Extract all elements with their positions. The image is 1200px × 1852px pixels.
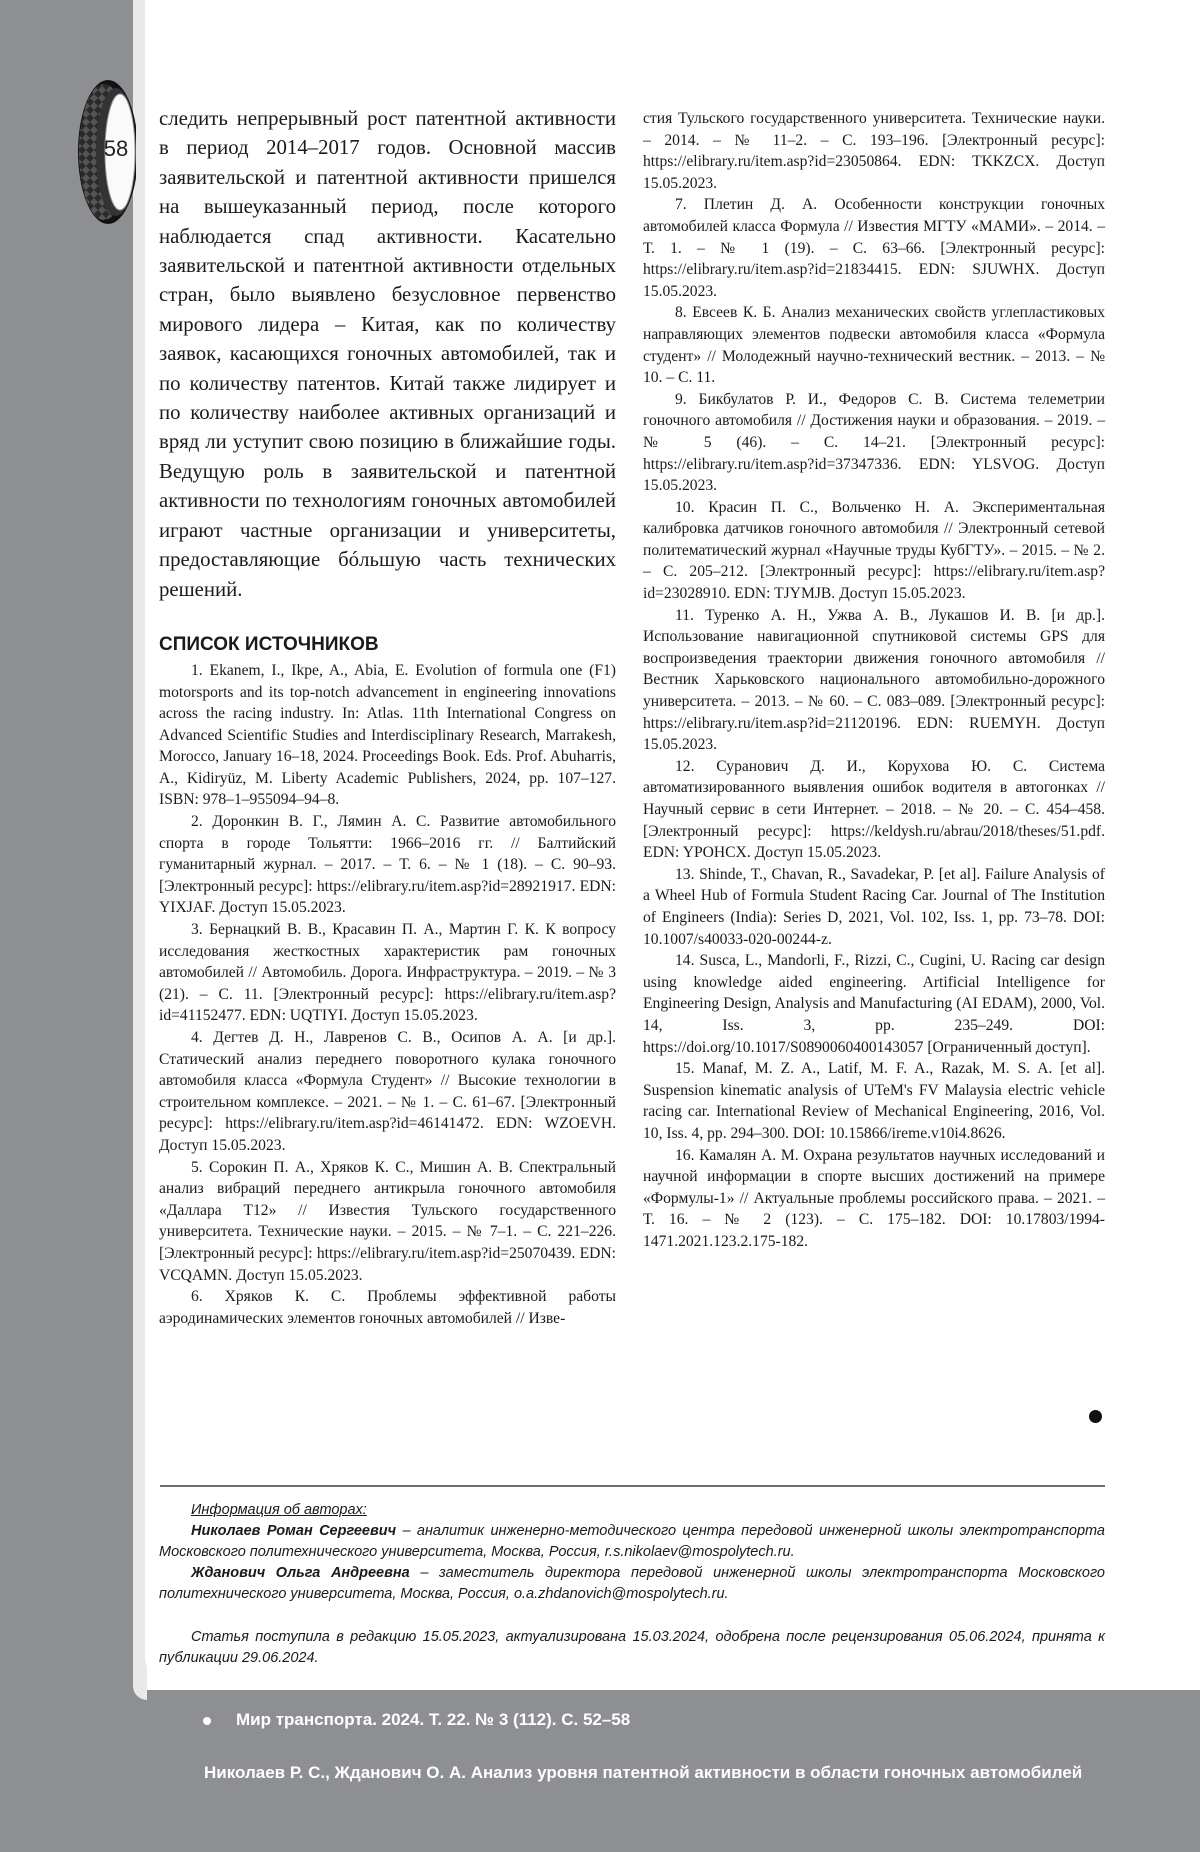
- article-history: [159, 1627, 1105, 1669]
- page-number: 58: [103, 136, 129, 161]
- reference-item: 3. Бернацкий В. В., Красавин П. А., Мартин Г. К. К вопросу исследования жесткостных характеристик рам гоночных автомобилей // Автомобиль. Дорога. Инфраструктура. – 2019. – № 3 (21). – С. 11. [Электронный ресурс]: https://elibrary.ru/item.asp?id=41152477. EDN: UQTIYI. Доступ 15.05.2023.: [159, 921, 616, 1025]
- references-heading: СПИСОК ИСТОЧНИКОВ: [159, 633, 379, 655]
- author-details: – заместитель директора передовой инженерной школы электротранспорта Московского политехнического университета, Москва, Россия, o.a.zhdanovich@mospolytech.ru.: [159, 1565, 1106, 1602]
- reference-item: 4. Дегтев Д. Н., Лавренов С. В., Осипов А. А. [и др.]. Статический анализ переднего поворотного кулака гоночного автомобиля класса «Формула Студент» // Высокие технологии в строительном комплексе. – 2021. – № 1. – С. 61–67. [Электронный ресурс]: https://elibrary.ru/item.asp?id=46141472. EDN: WZOEVH. Доступ 15.05.2023.: [159, 1029, 616, 1154]
- reference-item: 13. Shinde, T., Chavan, R., Savadekar, P. [et al]. Failure Analysis of a Wheel Hub of Formula Student Racing Car. Journal of The Institution of Engineers (India): Series D, 2021, Vol. 102, Iss. 1, pp. 73–78. DOI: 10.1007/s40033-020-00244-z.: [643, 865, 1105, 948]
- reference-item: 7. Плетин Д. А. Особенности конструкции гоночных автомобилей класса Формула // Известия МГТУ «МАМИ». – 2014. – Т. 1. – № 1 (19). – С. 63–66. [Электронный ресурс]: https://elibrary.ru/item.asp?id=21834415. EDN: SJUWHX. Доступ 15.05.2023.: [643, 196, 1105, 300]
- reference-item: 16. Камалян А. М. Охрана результатов научных исследований и научной информации в спорте высших достижений на примере «Формулы-1» // Актуальные проблемы российского права. – 2021. – Т. 16. – № 2 (123). – С. 175–182. DOI: 10.17803/1994-1471.2021.123.2.175-182.: [643, 1146, 1105, 1250]
- article-dates: Статья поступила в редакцию 15.05.2023, актуализирована 15.03.2024, одобрена после рецензирования 05.06.2024, принята к публикации 29.06.2024.: [159, 1629, 1105, 1666]
- reference-item: 2. Доронкин В. Г., Лямин А. С. Развитие автомобильного спорта в городе Тольятти: 1966–2016 гг. // Балтийский гуманитарный журнал. – 2017. – Т. 6. – № 1 (18). – С. 90–93. [Электронный ресурс]: https://elibrary.ru/item.asp?id=28921917. EDN: YIXJAF. Доступ 15.05.2023.: [159, 813, 616, 917]
- reference-item: 8. Евсеев К. Б. Анализ механических свойств углепластиковых направляющих элементов подвески автомобиля класса «Формула студент» // Молодежный научно-технический вестник. – 2013. – № 10. – С. 11.: [643, 304, 1105, 387]
- reference-item: 5. Сорокин П. А., Хряков К. С., Мишин А. В. Спектральный анализ вибраций переднего антикрыла гоночного автомобиля «Даллара T12» // Известия Тульского государственного университета. Технические науки. – 2015. – № 7–1. – С. 221–226. [Электронный ресурс]: https://elibrary.ru/item.asp?id=25070439. EDN: VCQAMN. Доступ 15.05.2023.: [159, 1158, 616, 1284]
- reference-item: 6. Хряков К. С. Проблемы эффективной работы аэродинамических элементов гоночных автомобилей // Изве-: [159, 1288, 616, 1327]
- authors-info-heading: Информация об авторах:: [191, 1502, 367, 1518]
- right-column: [643, 108, 1105, 1252]
- end-of-article-marker: [1089, 1410, 1102, 1423]
- reference-item: 9. Бикбулатов Р. И., Федоров С. В. Система телеметрии гоночного автомобиля // Достижения науки и образования. – 2019. – № 5 (46). – С. 14–21. [Электронный ресурс]: https://elibrary.ru/item.asp?id=37347336. EDN: YLSVOG. Доступ 15.05.2023.: [643, 390, 1105, 495]
- footer-journal-citation: [204, 1710, 630, 1730]
- reference-item: 11. Туренко А. Н., Ужва А. В., Лукашов И. В. [и др.]. Использование навигационной спутниковой системы GPS для воспроизведения траектории движения гоночного автомобиля // Вестник Харьковского национального автомобильно-дорожного университета. – 2013. – № 60. – С. 083–089. [Электронный ресурс]: https://elibrary.ru/item.asp?id=21120196. EDN: RUEMYH. Доступ 15.05.2023.: [643, 606, 1105, 754]
- separator-rule: [160, 1485, 1105, 1487]
- author-details: – аналитик инженерно-методического центра передовой инженерной школы электротранспорта Московского политехнического университета, Москва, Россия, r.s.nikolaev@mospolytech.ru.: [159, 1523, 1106, 1560]
- reference-item: 10. Красин П. С., Вольченко Н. А. Экспериментальная калибровка датчиков гоночного автомобиля // Электронный сетевой политематический журнал «Научные труды КубГТУ». – 2015. – № 2. – С. 205–212. [Электронный ресурс]: https://elibrary.ru/item.asp?id=23028910. EDN: TJYMJB. Доступ 15.05.2023.: [643, 498, 1105, 603]
- footer-article-citation: Николаев Р. С., Жданович О. А. Анализ уровня патентной активности в области гоночных автомобилей: [204, 1763, 1083, 1782]
- author-entry: [159, 1521, 1105, 1563]
- journal-citation-text: Мир транспорта. 2024. Т. 22. № 3 (112). С. 52–58: [236, 1710, 631, 1729]
- reference-item: 15. Manaf, M. Z. A., Latif, M. F. A., Razak, M. S. A. [et al]. Suspension kinematic analysis of UTeM's FV Malaysia electric vehicle racing car. International Review of Mechanical Engineering, 2016, Vol. 10, Iss. 4, pp. 294–300. DOI: 10.15866/ireme.v10i4.8626.: [643, 1060, 1105, 1142]
- reference-item: 12. Суранович Д. И., Корухова Ю. С. Система автоматизированного выявления ошибок водителя в автогонках // Научный сервис в сети Интернет. – 2018. – № 20. – С. 454–458. [Электронный ресурс]: https://keldysh.ru/abrau/2018/theses/51.pdf. EDN: YPOHCX. Доступ 15.05.2023.: [643, 757, 1105, 862]
- conclusion-paragraph: следить непрерывный рост патентной активности в период 2014–2017 годов. Основной массив заявительской и патентной активности пришелся на вышеуказанный период, после которого наблюдается спад активности. Касательно заявительской и патентной активности отдельных стран, было выявлено безусловное первенство мирового лидера – Китая, как по количеству заявок, касающихся гоночных автомобилей, так и по количеству патентов. Китай также лидирует и по количеству наиболее активных организаций и вряд ли уступит свою позицию в ближайшие годы. Ведущую роль в заявительской и патентной активности по технологиям гоночных автомобилей играют частные организации и университеты, предоставляющие бóльшую часть технических решений.: [159, 107, 616, 601]
- authors-info: [159, 1500, 1105, 1605]
- author-entry: [159, 1563, 1105, 1605]
- author-name: Николаев Роман Сергеевич: [191, 1523, 397, 1539]
- reference-item-continued: стия Тульского государственного университета. Технические науки. – 2014. – № 11–2. – С. 193–196. [Электронный ресурс]: https://elibrary.ru/item.asp?id=23050864. EDN: TKKZCX. Доступ 15.05.2023.: [643, 110, 1105, 192]
- reference-item: 14. Susca, L., Mandorli, F., Rizzi, C., Cugini, U. Racing car design using knowledge aided engineering. Artificial Intelligence for Engineering Design, Analysis and Manufacturing (AI EDAM), 2000, Vol. 14, Iss. 3, pp. 235–249. DOI: https://doi.org/10.1017/S0890060400143057 [Ограниченный доступ].: [643, 952, 1105, 1056]
- left-margin-band: [0, 0, 145, 1852]
- author-name: Жданович Ольга Андреевна: [191, 1565, 410, 1581]
- left-column: [159, 104, 616, 1329]
- reference-item: 1. Ekanem, I., Ikpe, A., Abia, E. Evolution of formula one (F1) motorsports and its top-notch advancement in engineering innovations across the racing industry. In: Atlas. 11th International Congress on Advanced Scientific Studies and Interdisciplinary Research, Marrakesh, Morocco, January 16–18, 2024. Proceedings Book. Eds. Prof. Abuharris, A., Kidiryüz, M. Liberty Academic Publishers, 2024, pp. 107–127. ISBN: 978–1–955094–94–8.: [159, 661, 616, 809]
